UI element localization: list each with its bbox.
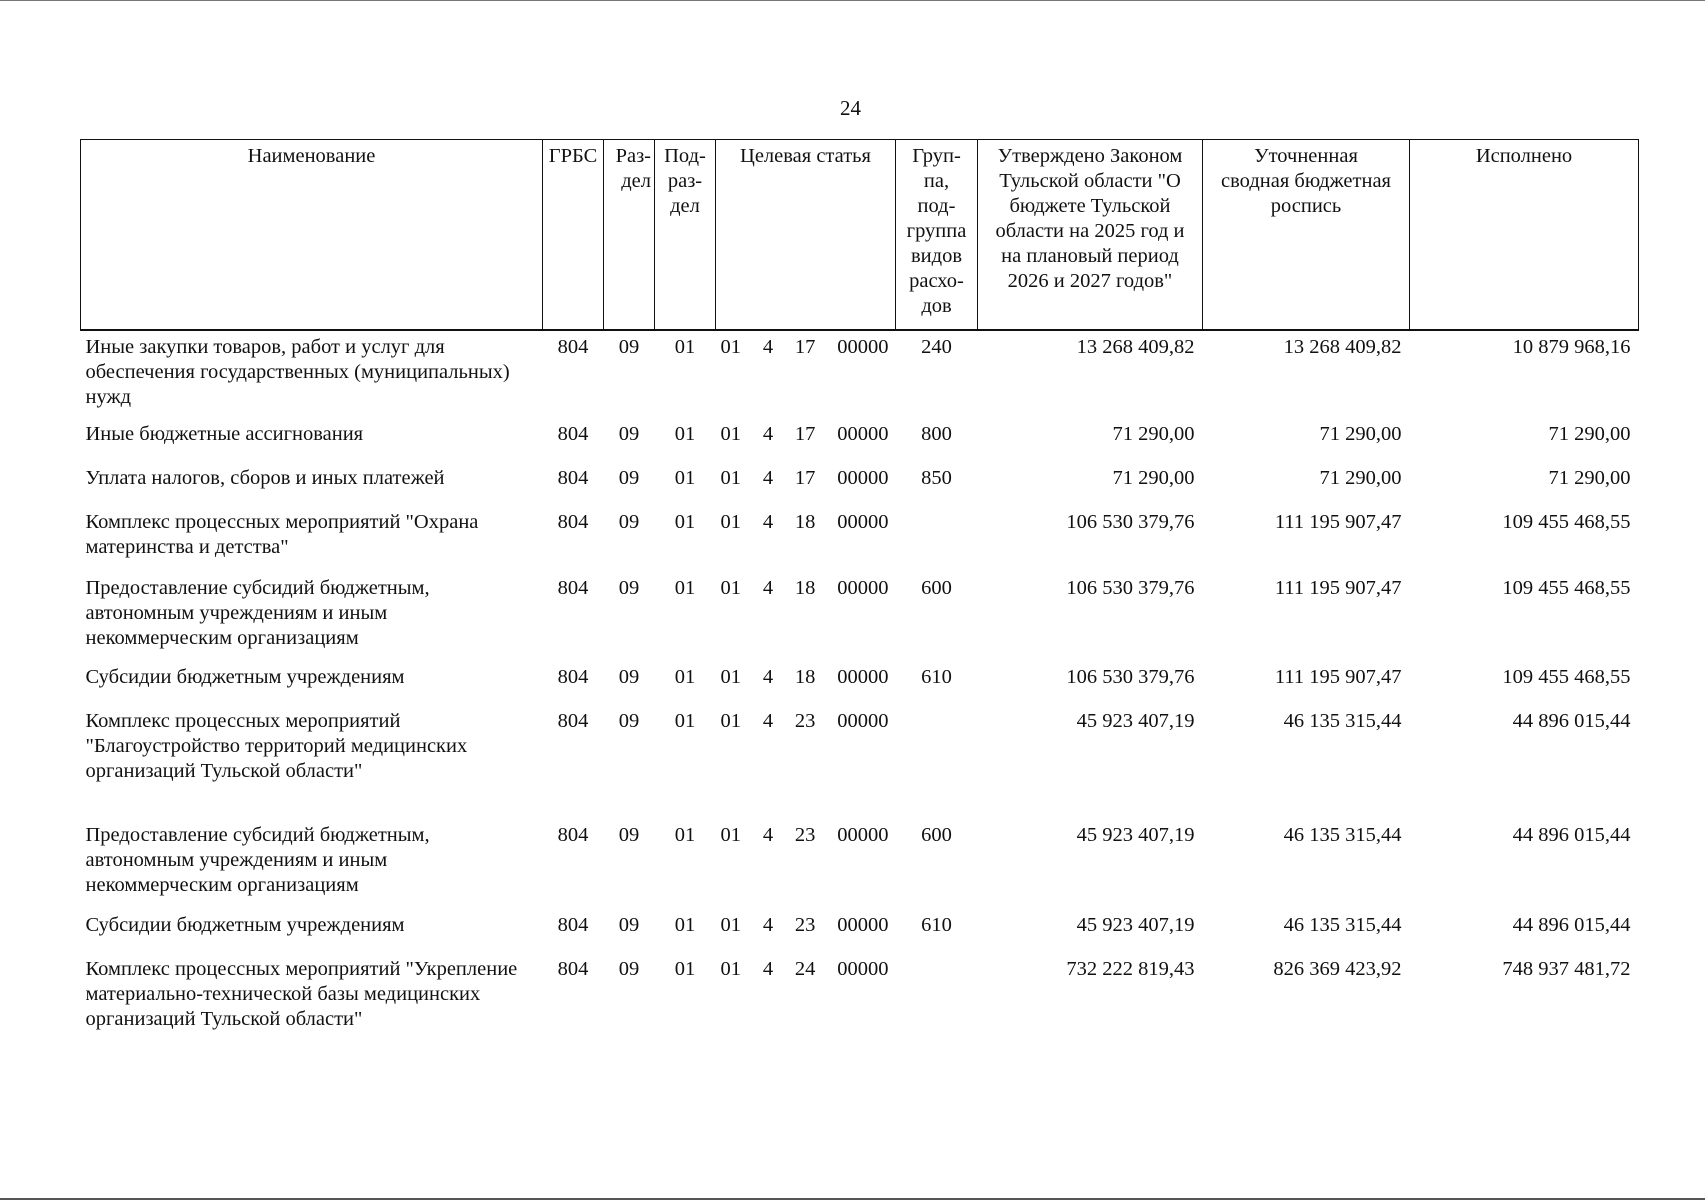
row-target-direction: 00000 xyxy=(837,709,889,732)
row-target-item: 23 xyxy=(794,823,816,846)
row-target-type: 4 xyxy=(762,335,774,358)
row-target-type: 4 xyxy=(762,466,774,489)
header-executed-text: Исполнено xyxy=(1475,145,1573,167)
row-target-direction: 00000 xyxy=(837,335,889,358)
row-refined: 111 195 907,47 xyxy=(1274,665,1402,688)
row-target-direction: 00000 xyxy=(837,823,889,846)
row-executed: 748 937 481,72 xyxy=(1502,957,1631,980)
row-subsection: 01 xyxy=(674,576,696,599)
header-name xyxy=(81,140,543,330)
row-target-item: 17 xyxy=(794,335,816,358)
row-name: Предоставление субсидий бюджетным, автономным учреждениям и иным некоммерческим организациям xyxy=(85,576,430,649)
row-executed: 71 290,00 xyxy=(1548,466,1631,489)
row-approved: 45 923 407,19 xyxy=(1076,913,1195,936)
row-refined: 71 290,00 xyxy=(1319,422,1402,445)
row-target xyxy=(716,418,896,462)
row-refined: 46 135 315,44 xyxy=(1283,913,1402,936)
row-target-direction: 00000 xyxy=(837,576,889,599)
row-group: 850 xyxy=(921,466,952,489)
row-target-program: 01 xyxy=(720,665,741,688)
row-subsection: 01 xyxy=(674,335,696,358)
row-target-program: 01 xyxy=(720,576,741,599)
row-refined: 826 369 423,92 xyxy=(1273,957,1402,980)
header-executed xyxy=(1410,140,1639,330)
row-target xyxy=(716,819,896,909)
table-row xyxy=(81,705,1639,819)
table-body xyxy=(81,330,1639,1063)
row-subsection: 01 xyxy=(674,823,696,846)
row-refined: 46 135 315,44 xyxy=(1283,709,1402,732)
table-row xyxy=(81,953,1639,1063)
row-target-program: 01 xyxy=(720,957,741,980)
row-approved: 106 530 379,76 xyxy=(1066,576,1195,599)
row-grbs: 804 xyxy=(557,823,589,846)
row-section: 09 xyxy=(618,335,640,358)
table-row xyxy=(81,661,1639,705)
row-target-direction: 00000 xyxy=(837,957,889,980)
row-target xyxy=(716,462,896,506)
row-target-program: 01 xyxy=(720,335,741,358)
row-name: Иные закупки товаров, работ и услуг для обеспечения государственных (муниципальных) нужд xyxy=(85,335,510,408)
row-section: 09 xyxy=(618,422,640,445)
row-name: Субсидии бюджетным учреждениям xyxy=(85,913,405,936)
row-executed: 109 455 468,55 xyxy=(1502,576,1631,599)
row-grbs: 804 xyxy=(557,709,589,732)
row-section: 09 xyxy=(618,913,640,936)
row-target-type: 4 xyxy=(762,823,774,846)
row-target xyxy=(716,506,896,572)
row-grbs: 804 xyxy=(557,510,589,533)
header-section-text: Раз- дел xyxy=(615,145,651,192)
row-executed: 109 455 468,55 xyxy=(1502,665,1631,688)
row-grbs: 804 xyxy=(557,422,589,445)
header-grbs-text: ГРБС xyxy=(548,145,598,167)
table-row xyxy=(81,418,1639,462)
row-approved: 45 923 407,19 xyxy=(1076,709,1195,732)
row-target-program: 01 xyxy=(720,913,741,936)
row-target-type: 4 xyxy=(762,709,774,732)
row-refined: 111 195 907,47 xyxy=(1274,510,1402,533)
row-approved: 106 530 379,76 xyxy=(1066,510,1195,533)
row-target-type: 4 xyxy=(762,422,774,445)
row-refined: 46 135 315,44 xyxy=(1283,823,1402,846)
row-name: Комплекс процессных мероприятий "Охрана материнства и детства" xyxy=(85,510,479,558)
row-refined: 71 290,00 xyxy=(1319,466,1402,489)
row-executed: 71 290,00 xyxy=(1548,422,1631,445)
row-name: Иные бюджетные ассигнования xyxy=(85,422,364,445)
row-section: 09 xyxy=(618,709,640,732)
header-target xyxy=(716,140,896,330)
row-section: 09 xyxy=(618,957,640,980)
table-row xyxy=(81,572,1639,661)
row-target xyxy=(716,661,896,705)
table-row xyxy=(81,506,1639,572)
row-target-direction: 00000 xyxy=(837,913,889,936)
row-target-item: 18 xyxy=(794,510,816,533)
row-section: 09 xyxy=(618,665,640,688)
table-row xyxy=(81,909,1639,953)
row-target xyxy=(716,953,896,1063)
row-group xyxy=(896,506,978,572)
row-target-type: 4 xyxy=(762,957,774,980)
row-target-item: 17 xyxy=(794,466,816,489)
row-group: 610 xyxy=(921,665,952,688)
row-name: Комплекс процессных мероприятий "Укрепление материально-технической базы медицинских организаций Тульской области" xyxy=(85,957,518,1030)
row-target-program: 01 xyxy=(720,466,741,489)
row-target-item: 24 xyxy=(794,957,816,980)
row-executed: 44 896 015,44 xyxy=(1512,709,1631,732)
row-target-item: 17 xyxy=(794,422,816,445)
row-target-type: 4 xyxy=(762,665,774,688)
row-target-direction: 00000 xyxy=(837,466,889,489)
row-section: 09 xyxy=(618,510,640,533)
row-section: 09 xyxy=(618,466,640,489)
row-subsection: 01 xyxy=(674,422,696,445)
row-section: 09 xyxy=(618,576,640,599)
table-row xyxy=(81,330,1639,418)
row-target-item: 18 xyxy=(794,576,816,599)
row-refined: 13 268 409,82 xyxy=(1283,335,1402,358)
header-refined-text: Уточненная сводная бюджетная роспись xyxy=(1221,145,1391,217)
row-approved: 45 923 407,19 xyxy=(1076,823,1195,846)
row-target xyxy=(716,572,896,661)
row-group: 600 xyxy=(921,823,952,846)
table-row xyxy=(81,819,1639,909)
row-target-direction: 00000 xyxy=(837,510,889,533)
header-name-text: Наименование xyxy=(247,145,376,167)
row-executed: 10 879 968,16 xyxy=(1512,335,1631,358)
row-approved: 106 530 379,76 xyxy=(1066,665,1195,688)
row-target-direction: 00000 xyxy=(837,665,889,688)
row-subsection: 01 xyxy=(674,957,696,980)
row-approved: 732 222 819,43 xyxy=(1066,957,1195,980)
row-subsection: 01 xyxy=(674,466,696,489)
header-refined xyxy=(1203,140,1410,330)
row-group xyxy=(896,705,978,819)
row-subsection: 01 xyxy=(674,913,696,936)
header-section xyxy=(604,140,655,330)
row-group: 800 xyxy=(921,422,952,445)
row-executed: 44 896 015,44 xyxy=(1512,823,1631,846)
row-group xyxy=(896,953,978,1063)
row-group: 610 xyxy=(921,913,952,936)
row-executed: 44 896 015,44 xyxy=(1512,913,1631,936)
scan-edge-top xyxy=(0,0,1705,1)
row-approved: 71 290,00 xyxy=(1112,422,1195,445)
table-header xyxy=(81,140,1639,330)
header-group-text: Груп- па, под- группа видов расхо- дов xyxy=(906,145,967,317)
header-group xyxy=(896,140,978,330)
row-group: 240 xyxy=(921,335,952,358)
row-grbs: 804 xyxy=(557,957,589,980)
header-approved xyxy=(978,140,1203,330)
row-target-item: 23 xyxy=(794,913,816,936)
row-grbs: 804 xyxy=(557,335,589,358)
budget-table xyxy=(80,139,1639,1063)
row-target-program: 01 xyxy=(720,510,741,533)
header-subsection xyxy=(655,140,716,330)
row-name: Предоставление субсидий бюджетным, автономным учреждениям и иным некоммерческим организациям xyxy=(85,823,430,896)
row-section: 09 xyxy=(618,823,640,846)
row-subsection: 01 xyxy=(674,709,696,732)
row-grbs: 804 xyxy=(557,913,589,936)
row-target-item: 18 xyxy=(794,665,816,688)
row-grbs: 804 xyxy=(557,466,589,489)
row-target xyxy=(716,705,896,819)
row-target-item: 23 xyxy=(794,709,816,732)
row-target xyxy=(716,909,896,953)
row-approved: 71 290,00 xyxy=(1112,466,1195,489)
header-subsection-text: Под- раз- дел xyxy=(664,145,706,217)
row-refined: 111 195 907,47 xyxy=(1274,576,1402,599)
row-subsection: 01 xyxy=(674,665,696,688)
row-target xyxy=(716,330,896,418)
row-approved: 13 268 409,82 xyxy=(1076,335,1195,358)
row-target-type: 4 xyxy=(762,510,774,533)
row-grbs: 804 xyxy=(557,665,589,688)
row-target-type: 4 xyxy=(762,576,774,599)
row-target-program: 01 xyxy=(720,823,741,846)
row-group: 600 xyxy=(921,576,952,599)
row-executed: 109 455 468,55 xyxy=(1502,510,1631,533)
row-name: Уплата налогов, сборов и иных платежей xyxy=(85,466,445,489)
row-subsection: 01 xyxy=(674,510,696,533)
row-name: Субсидии бюджетным учреждениям xyxy=(85,665,405,688)
row-name: Комплекс процессных мероприятий "Благоустройство территорий медицинских организаций Тульской области" xyxy=(85,709,468,782)
row-target-program: 01 xyxy=(720,709,741,732)
row-grbs: 804 xyxy=(557,576,589,599)
header-approved-text: Утверждено Законом Тульской области "О бюджете Тульской области на 2025 год и на плановый период 2026 и 2027 годов" xyxy=(995,145,1185,292)
row-target-direction: 00000 xyxy=(837,422,889,445)
row-target-type: 4 xyxy=(762,913,774,936)
page-number: 24 xyxy=(840,96,861,120)
header-grbs xyxy=(543,140,604,330)
table-row xyxy=(81,462,1639,506)
header-target-text: Целевая статья xyxy=(740,145,871,167)
row-target-program: 01 xyxy=(720,422,741,445)
